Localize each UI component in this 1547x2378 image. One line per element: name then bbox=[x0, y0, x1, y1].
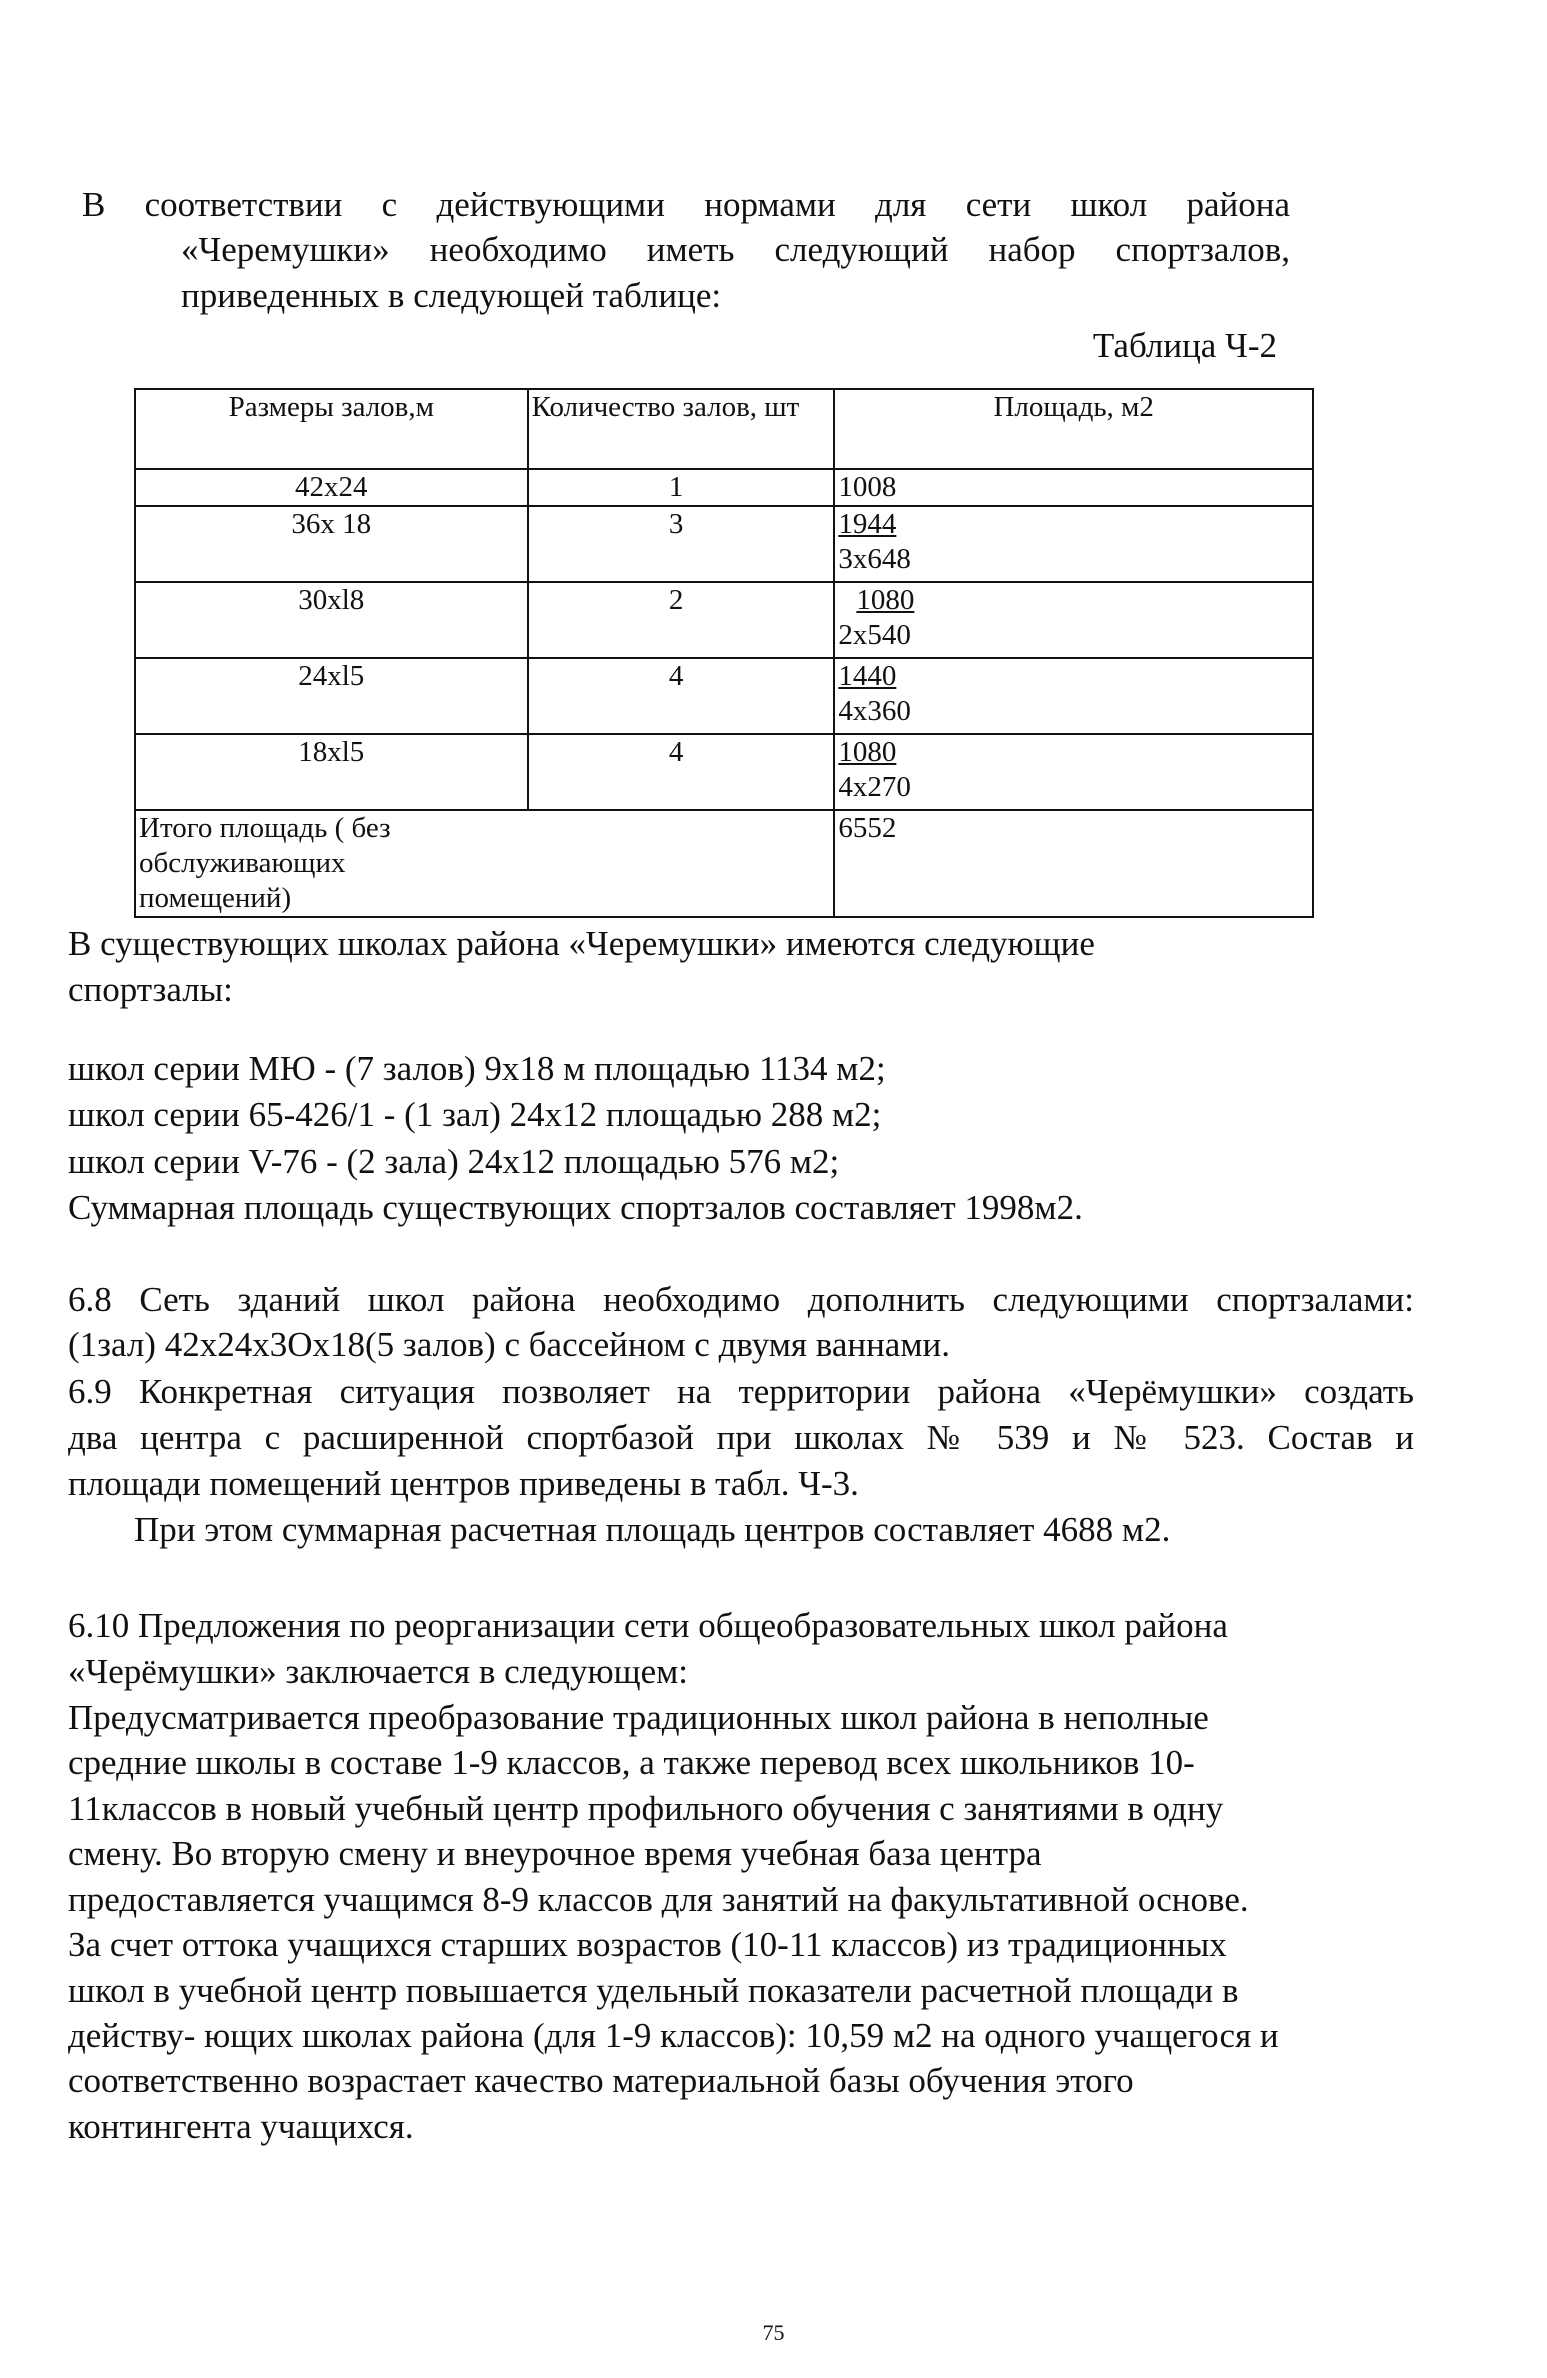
existing-item: школ серии МЮ - (7 залов) 9x18 м площадью 1134 м2; bbox=[68, 1049, 886, 1088]
body-line: предоставляется учащимся 8-9 классов для занятий на факультативной основе. bbox=[68, 1880, 1249, 1919]
intro-line-2: «Черемушки» необходимо иметь следующий набор спортзалов, bbox=[181, 230, 1290, 269]
area-detail: 2x540 bbox=[838, 619, 911, 651]
body-line: соответственно возрастает качество материальной базы обучения этого bbox=[68, 2061, 1134, 2100]
body-line: За счет оттока учащихся старших возрастов (10-11 классов) из традиционных bbox=[68, 1925, 1227, 1964]
area-detail: 4x360 bbox=[838, 695, 911, 727]
section-6-8-line-1: 6.8 Сеть зданий школ района необходимо дополнить следующими спортзалами: bbox=[68, 1280, 1414, 1319]
body-line: 11классов в новый учебный центр профильного обучения с занятиями в одну bbox=[68, 1789, 1224, 1828]
intro-line-1: В соответствии с действующими нормами для сети школ района bbox=[82, 185, 1290, 224]
header-size: Размеры залов,м bbox=[135, 389, 528, 469]
body-line: школ в учебной центр повышается удельный показатели расчетной площади в bbox=[68, 1971, 1239, 2010]
table-caption: Таблица Ч-2 bbox=[1092, 326, 1277, 365]
body-line: средние школы в составе 1-9 классов, а также перевод всех школьников 10- bbox=[68, 1743, 1195, 1782]
cell-count: 2 bbox=[528, 582, 835, 658]
table-header-row bbox=[135, 389, 1313, 469]
body-line: контингента учащихся. bbox=[68, 2107, 414, 2146]
cell-size: 18xl5 bbox=[135, 734, 528, 810]
table-row bbox=[135, 506, 1313, 582]
area-value: 1080 bbox=[838, 736, 897, 768]
existing-line-2: спортзалы: bbox=[68, 970, 233, 1009]
section-6-8-line-2: (1зал) 42x24x3Ox18(5 залов) с бассейном с двумя ваннами. bbox=[68, 1325, 950, 1364]
table-row bbox=[135, 658, 1313, 734]
cell-area bbox=[834, 658, 1313, 734]
section-6-10-line-1: 6.10 Предложения по реорганизации сети общеобразовательных школ района bbox=[68, 1606, 1228, 1645]
table-total-row bbox=[135, 810, 1313, 917]
cell-count: 1 bbox=[528, 469, 835, 506]
area-value: 1944 bbox=[838, 508, 897, 540]
total-label: Итого площадь ( без обслуживающих помещений) bbox=[135, 810, 834, 917]
existing-item: Суммарная площадь существующих спортзалов составляет 1998м2. bbox=[68, 1188, 1083, 1227]
cell-area bbox=[834, 582, 1313, 658]
cell-area bbox=[834, 469, 1313, 506]
existing-item: школ серии V-76 - (2 зала) 24x12 площадью 576 м2; bbox=[68, 1142, 840, 1181]
cell-size: 42x24 bbox=[135, 469, 528, 506]
table-row bbox=[135, 734, 1313, 810]
total-value: 6552 bbox=[834, 810, 1313, 917]
existing-item: школ серии 65-426/1 - (1 зал) 24x12 площадью 288 м2; bbox=[68, 1095, 882, 1134]
existing-line-1: В существующих школах района «Черемушки» имеются следующие bbox=[68, 924, 1095, 963]
section-6-9-line-1: 6.9 Конкретная ситуация позволяет на территории района «Черёмушки» создать bbox=[68, 1372, 1414, 1411]
section-6-9-line-3: площади помещений центров приведены в табл. Ч-3. bbox=[68, 1464, 859, 1503]
body-line: действу- ющих школах района (для 1-9 классов): 10,59 м2 на одного учащегося и bbox=[68, 2016, 1279, 2055]
cell-size: 36х 18 bbox=[135, 506, 528, 582]
section-6-9-line-4: При этом суммарная расчетная площадь центров составляет 4688 м2. bbox=[134, 1510, 1171, 1549]
section-6-10-line-2: «Черёмушки» заключается в следующем: bbox=[68, 1652, 688, 1691]
cell-area bbox=[834, 734, 1313, 810]
cell-size: 24xl5 bbox=[135, 658, 528, 734]
cell-area bbox=[834, 506, 1313, 582]
header-area: Площадь, м2 bbox=[834, 389, 1313, 469]
cell-count: 3 bbox=[528, 506, 835, 582]
area-value: 1440 bbox=[838, 660, 897, 692]
table-row bbox=[135, 582, 1313, 658]
area-value: 1080 bbox=[856, 584, 915, 616]
cell-count: 4 bbox=[528, 658, 835, 734]
area-detail: 4x270 bbox=[838, 771, 911, 803]
body-line: смену. Во вторую смену и внеурочное время учебная база центра bbox=[68, 1834, 1042, 1873]
header-count: Количество залов, шт bbox=[528, 389, 835, 469]
page-number: 75 bbox=[762, 2320, 785, 2345]
section-6-9-line-2: два центра с расширенной спортбазой при школах № 539 и № 523. Состав и bbox=[68, 1418, 1414, 1457]
cell-count: 4 bbox=[528, 734, 835, 810]
halls-table bbox=[134, 388, 1314, 918]
cell-size: 30xl8 bbox=[135, 582, 528, 658]
area-detail: 3x648 bbox=[838, 543, 911, 575]
table-row bbox=[135, 469, 1313, 506]
area-value: 1008 bbox=[838, 471, 897, 503]
body-line: Предусматривается преобразование традиционных школ района в неполные bbox=[68, 1698, 1209, 1737]
intro-line-3: приведенных в следующей таблице: bbox=[181, 276, 722, 315]
